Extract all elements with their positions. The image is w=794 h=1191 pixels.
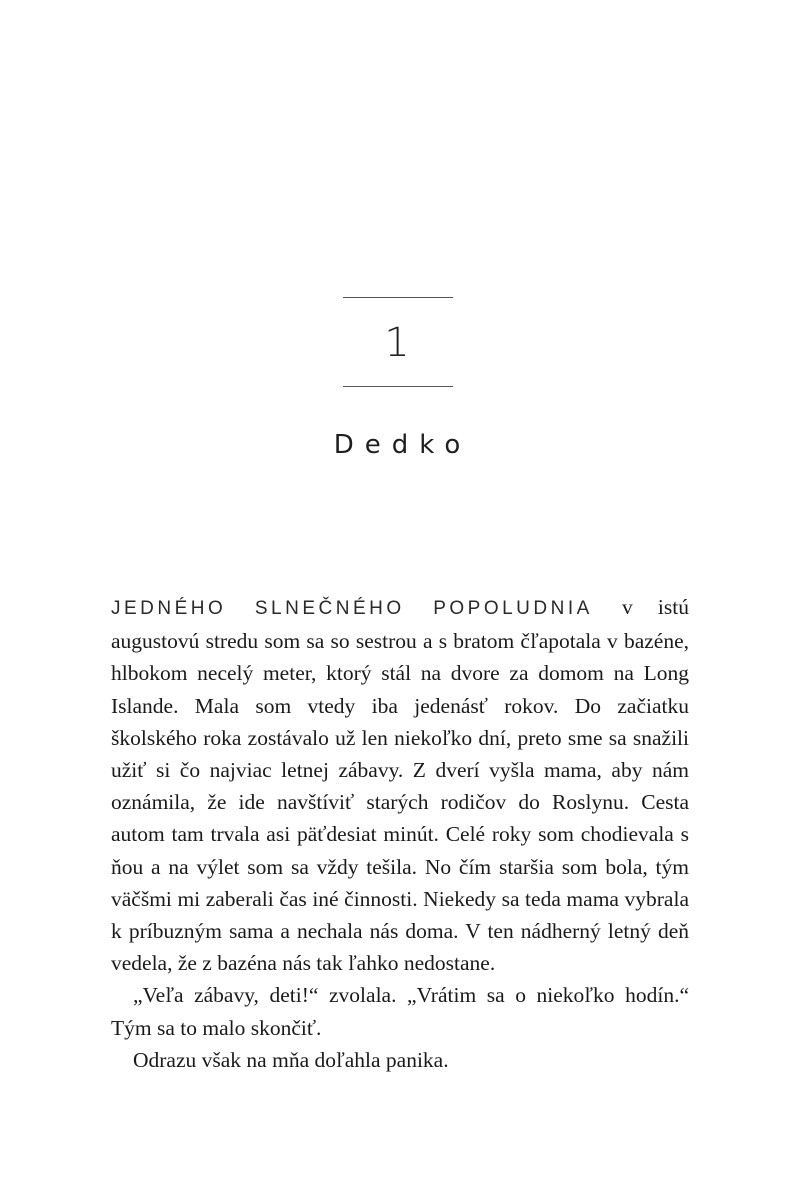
paragraph-1-text: v istú augustovú stredu som sa so sestrou a s bratom čľapotala v bazéne, hlbokom necelý meter, ktorý stál na dvore za domom na Long Islande. Mala som vtedy iba jedenásť rokov. Do začiatku školského roka zostávalo už len niekoľko dní, preto sme sa snažili užiť si čo najviac letnej zábavy. Z dverí vyšla mama, aby nám oznámila, že ide navštíviť starých rodičov do Roslynu. Cesta autom tam trvala asi päťdesiat minút. Celé roky som chodievala s ňou a na výlet som sa vždy tešila. No čím staršia som bola, tým väčšmi mi zaberali čas iné činnosti. Niekedy sa teda mama vybrala k príbuzným sama a nechala nás doma. V ten nádherný letný deň vedela, že z bazéna nás tak ľahko nedostane.: [111, 595, 689, 976]
chapter-number: 1: [384, 320, 410, 366]
chapter-title: Dedko: [333, 430, 472, 460]
paragraph-3: Odrazu však na mňa doľahla panika.: [133, 1047, 449, 1072]
lead-in-small-caps: JEDNÉHO SLNEČNÉHO POPOLUDNIA: [111, 598, 593, 619]
bottom-divider: [343, 386, 453, 387]
chapter-body: [111, 591, 689, 1076]
top-divider: [343, 297, 453, 298]
paragraph-1: [111, 591, 689, 979]
paragraph-2: „Veľa zábavy, deti!“ zvolala. „Vrátim sa o niekoľko hodín.“ Tým sa to malo skončiť.: [111, 983, 689, 1040]
